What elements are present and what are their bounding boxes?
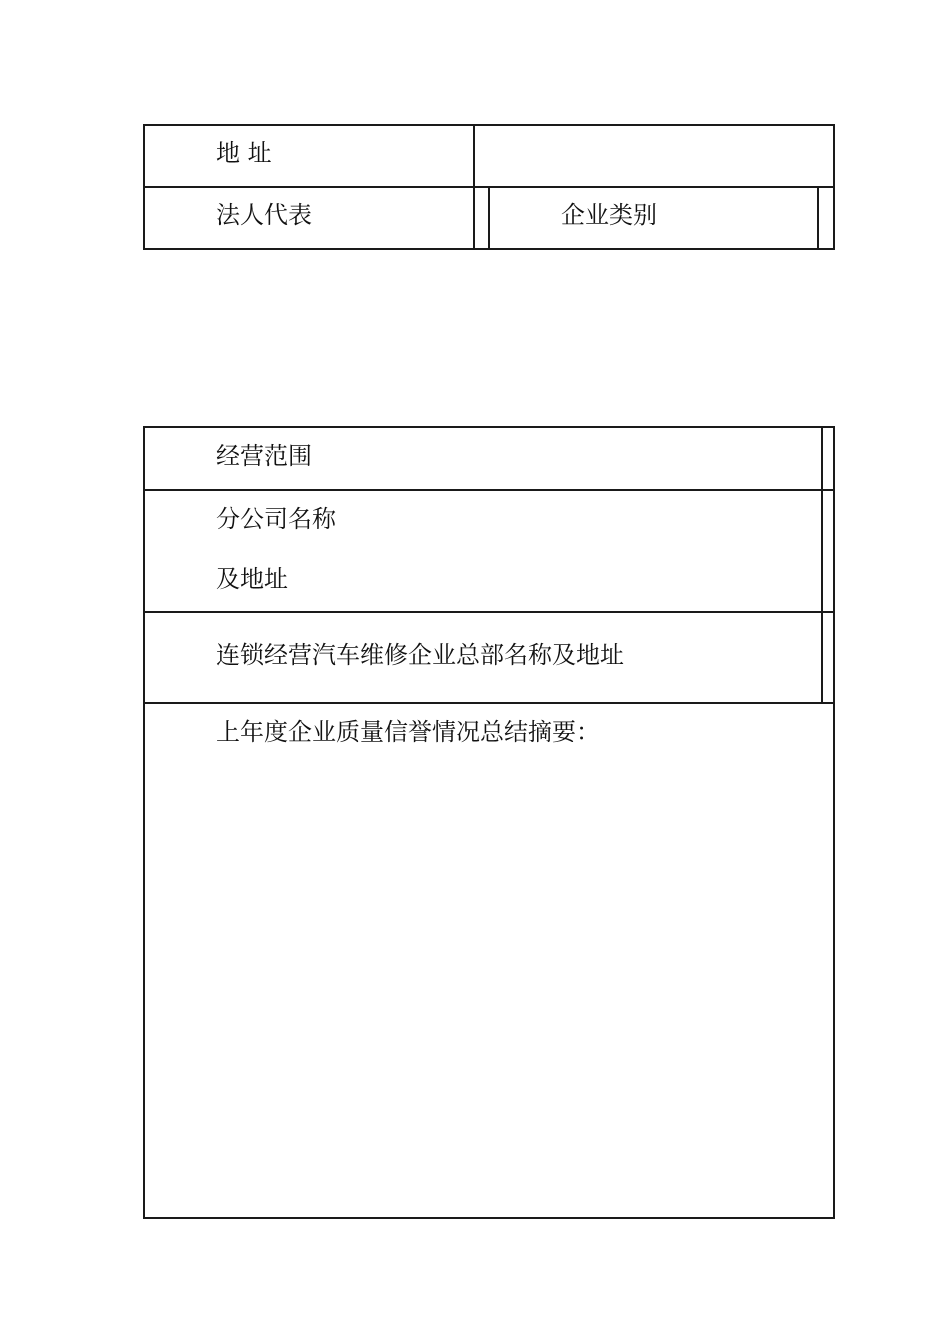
enterprise-category-label: 企业类别 xyxy=(561,201,657,229)
table-border xyxy=(817,186,819,250)
table-border xyxy=(143,124,835,126)
branch-address-label: 及地址 xyxy=(216,565,288,593)
address-value-cell[interactable] xyxy=(476,127,832,185)
table-border xyxy=(473,124,475,250)
branch-name-label: 分公司名称 xyxy=(216,505,336,533)
table-border xyxy=(143,489,835,491)
table-border xyxy=(833,426,835,1219)
quality-summary-field[interactable] xyxy=(146,752,832,1214)
table-border xyxy=(488,186,490,250)
address-label: 地 址 xyxy=(216,139,272,167)
legal-representative-value-cell[interactable] xyxy=(476,189,487,247)
quality-summary-label: 上年度企业质量信誉情况总结摘要： xyxy=(216,718,600,746)
legal-representative-label: 法人代表 xyxy=(216,201,312,229)
table-border xyxy=(143,124,145,250)
table-border xyxy=(833,124,835,250)
table-border xyxy=(143,611,835,613)
table-border xyxy=(143,1217,835,1219)
chain-hq-label: 连锁经营汽车维修企业总部名称及地址 xyxy=(216,641,624,669)
table-border xyxy=(821,426,823,704)
enterprise-category-value-cell[interactable] xyxy=(820,189,832,247)
table-border xyxy=(143,426,145,1219)
table-border xyxy=(143,702,835,704)
table-border xyxy=(143,426,835,428)
business-scope-label: 经营范围 xyxy=(216,442,312,470)
